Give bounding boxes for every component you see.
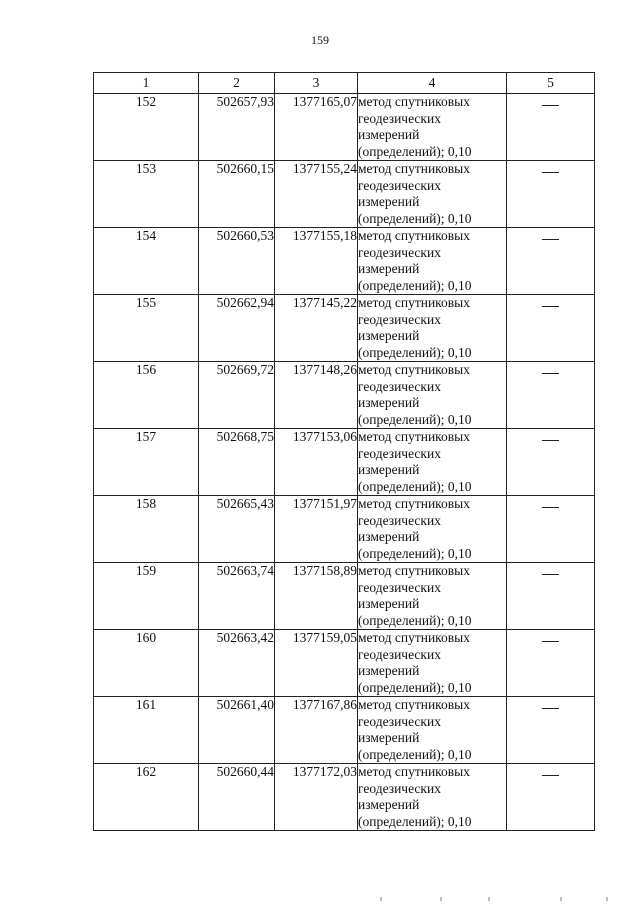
column5-cell <box>507 764 595 831</box>
dash-mark <box>542 574 559 575</box>
point-number-cell: 155 <box>94 295 199 362</box>
method-line: (определений); 0,10 <box>358 143 472 159</box>
point-number-cell: 156 <box>94 362 199 429</box>
point-number-cell: 152 <box>94 94 199 161</box>
point-number-cell: 159 <box>94 563 199 630</box>
column5-cell <box>507 161 595 228</box>
column5-cell <box>507 295 595 362</box>
method-line: метод спутниковых <box>358 161 470 176</box>
method-line: геодезических <box>358 378 441 394</box>
point-number-cell: 153 <box>94 161 199 228</box>
method-line: (определений); 0,10 <box>358 612 472 628</box>
coordinate-x-cell: 502661,40 <box>199 697 275 764</box>
method-line: метод спутниковых <box>358 228 470 243</box>
point-number-cell: 162 <box>94 764 199 831</box>
dash-mark <box>542 708 559 709</box>
method-line: геодезических <box>358 311 441 327</box>
method-line: измерений <box>358 529 420 544</box>
method-line: геодезических <box>358 512 441 528</box>
column5-cell <box>507 496 595 563</box>
dash-mark <box>542 775 559 776</box>
method-line: метод спутниковых <box>358 764 470 779</box>
column5-cell <box>507 630 595 697</box>
point-number-cell: 158 <box>94 496 199 563</box>
method-line: измерений <box>358 596 420 611</box>
table-row <box>94 563 595 630</box>
method-line: (определений); 0,10 <box>358 344 472 360</box>
method-line: измерений <box>358 797 420 812</box>
method-line: (определений); 0,10 <box>358 277 472 293</box>
coordinate-x-cell: 502663,42 <box>199 630 275 697</box>
method-line: измерений <box>358 395 420 410</box>
column5-cell <box>507 429 595 496</box>
method-line: измерений <box>358 127 420 142</box>
method-line: (определений); 0,10 <box>358 478 472 494</box>
table-row <box>94 362 595 429</box>
coordinate-y-cell: 1377159,05 <box>275 630 358 697</box>
coordinate-y-cell: 1377172,03 <box>275 764 358 831</box>
dash-mark <box>542 641 559 642</box>
method-line: геодезических <box>358 780 441 796</box>
coordinate-y-cell: 1377155,18 <box>275 228 358 295</box>
column-header: 5 <box>507 73 595 94</box>
coordinate-x-cell: 502660,53 <box>199 228 275 295</box>
coordinate-y-cell: 1377151,97 <box>275 496 358 563</box>
coordinates-table <box>93 72 595 831</box>
column5-cell <box>507 228 595 295</box>
coordinate-x-cell: 502663,74 <box>199 563 275 630</box>
method-line: метод спутниковых <box>358 563 470 578</box>
method-line: измерений <box>358 730 420 745</box>
method-line: метод спутниковых <box>358 295 470 310</box>
method-line: измерений <box>358 663 420 678</box>
method-line: (определений); 0,10 <box>358 813 472 829</box>
method-cell <box>358 563 507 630</box>
table-row <box>94 764 595 831</box>
method-line: метод спутниковых <box>358 94 470 109</box>
coordinate-y-cell: 1377155,24 <box>275 161 358 228</box>
method-cell <box>358 228 507 295</box>
method-cell <box>358 94 507 161</box>
table-row <box>94 630 595 697</box>
page-number: 159 <box>311 33 329 47</box>
method-line: (определений); 0,10 <box>358 545 472 561</box>
dash-mark <box>542 440 559 441</box>
coordinate-y-cell: 1377165,07 <box>275 94 358 161</box>
coordinate-x-cell: 502662,94 <box>199 295 275 362</box>
table-row <box>94 94 595 161</box>
method-line: метод спутниковых <box>358 697 470 712</box>
point-number-cell: 161 <box>94 697 199 764</box>
method-cell <box>358 697 507 764</box>
dash-mark <box>542 306 559 307</box>
coordinate-x-cell: 502660,44 <box>199 764 275 831</box>
method-line: геодезических <box>358 177 441 193</box>
method-line: метод спутниковых <box>358 429 470 444</box>
table-row <box>94 295 595 362</box>
column5-cell <box>507 563 595 630</box>
table-row <box>94 429 595 496</box>
dash-mark <box>542 172 559 173</box>
method-line: измерений <box>358 261 420 276</box>
method-line: (определений); 0,10 <box>358 210 472 226</box>
coordinate-y-cell: 1377145,22 <box>275 295 358 362</box>
point-number-cell: 154 <box>94 228 199 295</box>
column5-cell <box>507 697 595 764</box>
method-cell <box>358 496 507 563</box>
column-header: 3 <box>275 73 358 94</box>
method-cell <box>358 429 507 496</box>
coordinate-y-cell: 1377167,86 <box>275 697 358 764</box>
table-row <box>94 697 595 764</box>
method-cell <box>358 630 507 697</box>
table-row <box>94 228 595 295</box>
method-line: метод спутниковых <box>358 496 470 511</box>
dash-mark <box>542 239 559 240</box>
method-cell <box>358 295 507 362</box>
dash-mark <box>542 373 559 374</box>
dash-mark <box>542 105 559 106</box>
column-header: 2 <box>199 73 275 94</box>
column-header: 4 <box>358 73 507 94</box>
coordinate-x-cell: 502657,93 <box>199 94 275 161</box>
table-header-row <box>94 73 595 94</box>
coordinate-y-cell: 1377153,06 <box>275 429 358 496</box>
coordinate-x-cell: 502665,43 <box>199 496 275 563</box>
column5-cell <box>507 94 595 161</box>
dash-mark <box>542 507 559 508</box>
method-line: геодезических <box>358 244 441 260</box>
method-line: геодезических <box>358 646 441 662</box>
method-line: (определений); 0,10 <box>358 746 472 762</box>
method-line: (определений); 0,10 <box>358 679 472 695</box>
coordinate-y-cell: 1377148,26 <box>275 362 358 429</box>
method-line: измерений <box>358 462 420 477</box>
point-number-cell: 157 <box>94 429 199 496</box>
coordinate-y-cell: 1377158,89 <box>275 563 358 630</box>
method-line: измерений <box>358 194 420 209</box>
coordinate-x-cell: 502669,72 <box>199 362 275 429</box>
point-number-cell: 160 <box>94 630 199 697</box>
scan-artifacts <box>370 897 620 903</box>
table-row <box>94 496 595 563</box>
method-line: метод спутниковых <box>358 362 470 377</box>
method-line: метод спутниковых <box>358 630 470 645</box>
method-line: измерений <box>358 328 420 343</box>
method-cell <box>358 161 507 228</box>
column-header: 1 <box>94 73 199 94</box>
column5-cell <box>507 362 595 429</box>
method-line: геодезических <box>358 445 441 461</box>
method-line: (определений); 0,10 <box>358 411 472 427</box>
method-line: геодезических <box>358 110 441 126</box>
method-cell <box>358 362 507 429</box>
table-row <box>94 161 595 228</box>
coordinate-x-cell: 502668,75 <box>199 429 275 496</box>
coordinate-x-cell: 502660,15 <box>199 161 275 228</box>
method-line: геодезических <box>358 713 441 729</box>
method-cell <box>358 764 507 831</box>
method-line: геодезических <box>358 579 441 595</box>
